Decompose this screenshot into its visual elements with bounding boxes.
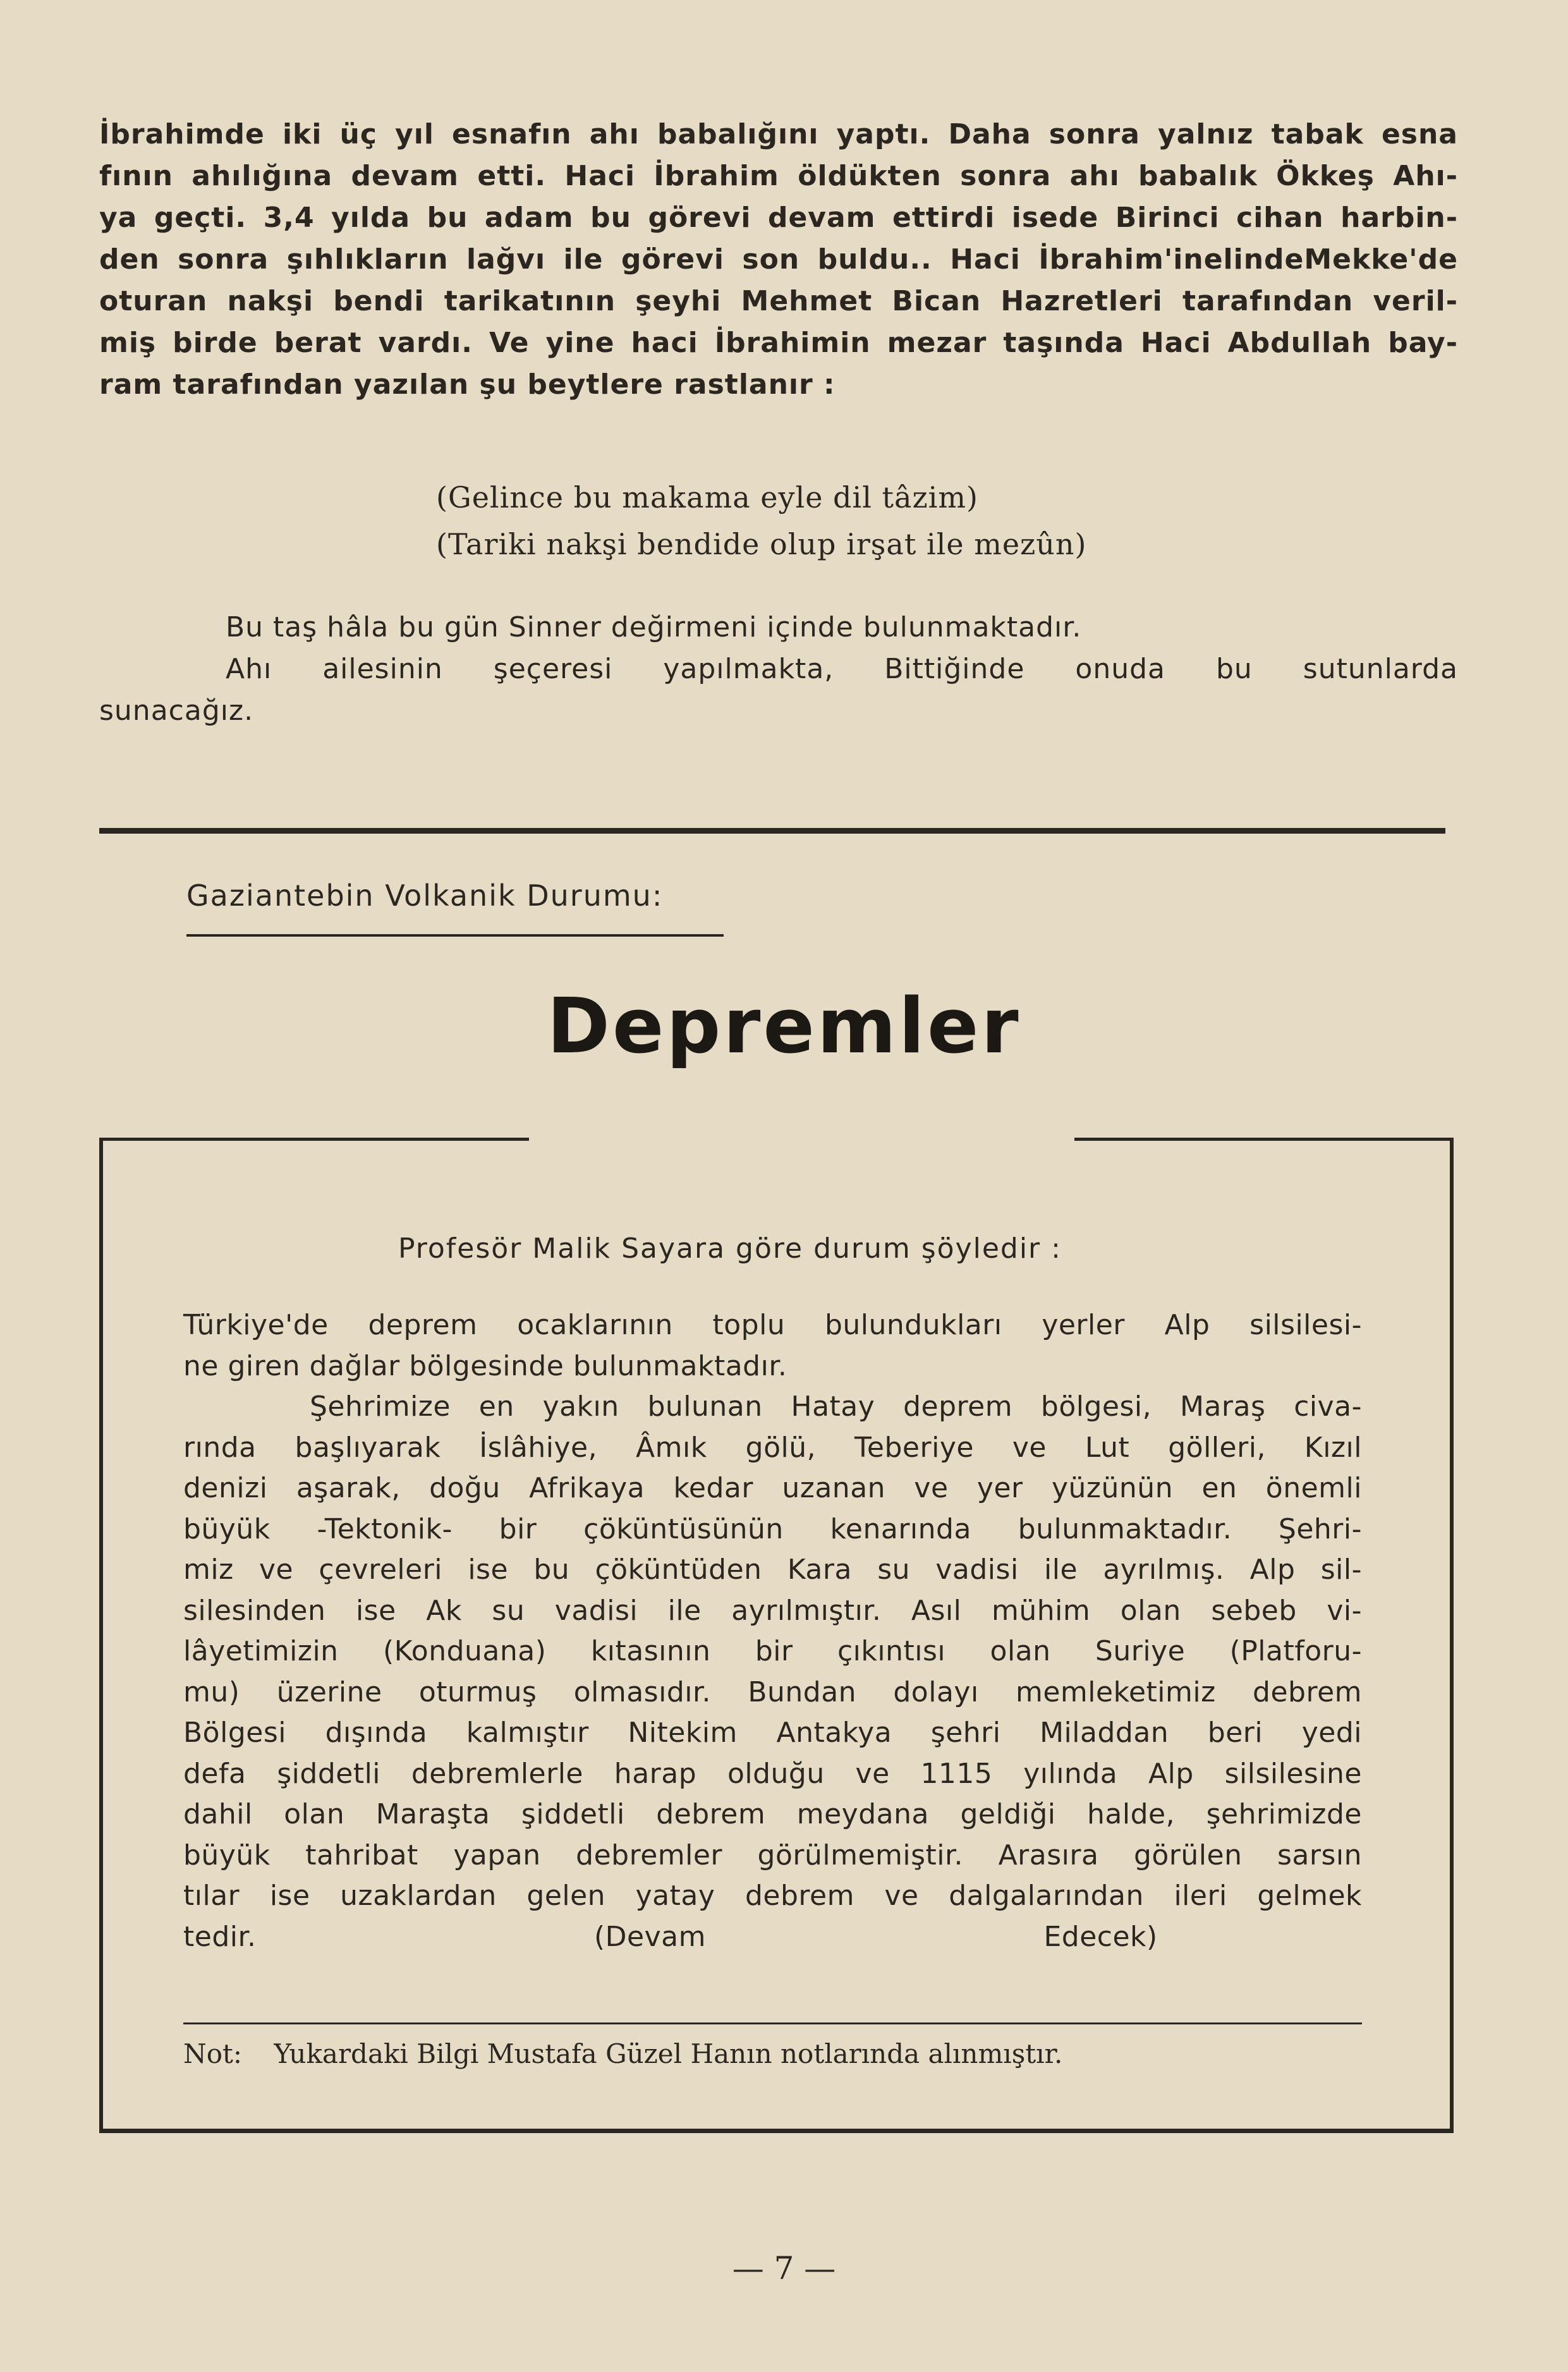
section-headline: Depremler (547, 983, 1021, 1071)
footnote-label: Not: (183, 2038, 243, 2069)
text-line: miz ve çevreleri ise bu çöküntüden Kara su vadisi ile ayrılmış. Alp sil- (183, 1554, 1362, 1586)
text-line: oturan nakşi bendi tarikatının şeyhi Mehmet Bican Hazretleri tarafından veril- (99, 285, 1458, 317)
text-line: den sonra şıhlıkların lağvı ile görevi son buldu.. Haci İbrahim'inelindeMekke'de (99, 243, 1458, 276)
text-line: sunacağız. (99, 695, 254, 727)
box-intro: Profesör Malik Sayara göre durum şöyledir : (398, 1232, 1062, 1265)
article-closing (99, 607, 1458, 732)
text-line: büyük -Tektonik- bir çöküntüsünün kenarında bulunmaktadır. Şehri- (183, 1512, 1362, 1545)
box-body (183, 1305, 1362, 1957)
note-divider (183, 2022, 1362, 2024)
text-line: tılar ise uzaklardan gelen yatay debrem ve dalgalarından ileri gelmek (183, 1880, 1362, 1912)
box-border-left (99, 1138, 103, 2133)
section-divider (99, 828, 1445, 834)
subtitle-underline (186, 934, 724, 937)
section-subtitle: Gaziantebin Volkanik Durumu: (186, 879, 664, 913)
text-line: silesinden ise Ak su vadisi ile ayrılmıştır. Asıl mühim olan sebeb vi- (183, 1594, 1362, 1627)
text-line: İbrahimde iki üç yıl esnafın ahı babalığını yaptı. Daha sonra yalnız tabak esna (99, 118, 1458, 150)
box-border-bottom (99, 2129, 1454, 2133)
text-line: dahil olan Maraşta şiddetli debrem meydana geldiği halde, şehrimizde (183, 1798, 1362, 1830)
box-border-top-right (1074, 1138, 1454, 1141)
footnote-text: Yukardaki Bilgi Mustafa Güzel Hanın notlarında alınmıştır. (274, 2038, 1063, 2069)
text-line: Bu taş hâla bu gün Sinner değirmeni içinde bulunmaktadır. (226, 611, 1082, 643)
text-line: Şehrimize en yakın bulunan Hatay deprem bölgesi, Maraş civa- (310, 1390, 1362, 1423)
text-line: defa şiddetli debremlerle harap olduğu ve 1115 yılında Alp silsilesine (183, 1757, 1362, 1790)
box-border-right (1450, 1138, 1454, 2133)
text-line: denizi aşarak, doğu Afrikaya kedar uzanan ve yer yüzünün en önemli (183, 1472, 1362, 1504)
text-line: Türkiye'de deprem ocaklarının toplu bulundukları yerler Alp silsilesi- (183, 1309, 1362, 1341)
text-line: tedir. (Devam Edecek) (183, 1920, 1158, 1953)
verse-line: (Gelince bu makama eyle dil tâzim) (436, 480, 978, 514)
text-line: büyük tahribat yapan debremler görülmemiştir. Arasıra görülen sarsın (183, 1839, 1362, 1871)
footnote (183, 2038, 1062, 2069)
text-line: lâyetimizin (Konduana) kıtasının bir çıkıntısı olan Suriye (Platforu- (183, 1635, 1362, 1667)
verse-quote (436, 474, 1086, 568)
verse-line: (Tariki nakşi bendide olup irşat ile mezûn) (436, 527, 1087, 561)
text-line: Bölgesi dışında kalmıştır Nitekim Antakya şehri Miladdan beri yedi (183, 1717, 1362, 1749)
article-continuation (99, 114, 1458, 406)
text-line: ram tarafından yazılan şu beytlere rastlanır : (99, 368, 836, 401)
box-border-top-left (99, 1138, 529, 1141)
text-line: Ahı ailesinin şeçeresi yapılmakta, Bittiğinde onuda bu sutunlarda (226, 653, 1458, 685)
text-line: mu) üzerine oturmuş olmasıdır. Bundan dolayı memleketimiz debrem (183, 1676, 1362, 1708)
text-line: rında başlıyarak İslâhiye, Âmık gölü, Teberiye ve Lut gölleri, Kızıl (183, 1431, 1362, 1464)
text-line: fının ahılığına devam etti. Haci İbrahim öldükten sonra ahı babalık Ökkeş Ahı- (99, 160, 1458, 192)
text-line: miş birde berat vardı. Ve yine haci İbrahimin mezar taşında Haci Abdullah bay- (99, 327, 1458, 359)
text-line: ne giren dağlar bölgesinde bulunmaktadır. (183, 1349, 787, 1382)
text-line: ya geçti. 3,4 yılda bu adam bu görevi devam ettirdi isede Birinci cihan harbin- (99, 202, 1458, 234)
page-number: — 7 — (732, 2250, 836, 2287)
